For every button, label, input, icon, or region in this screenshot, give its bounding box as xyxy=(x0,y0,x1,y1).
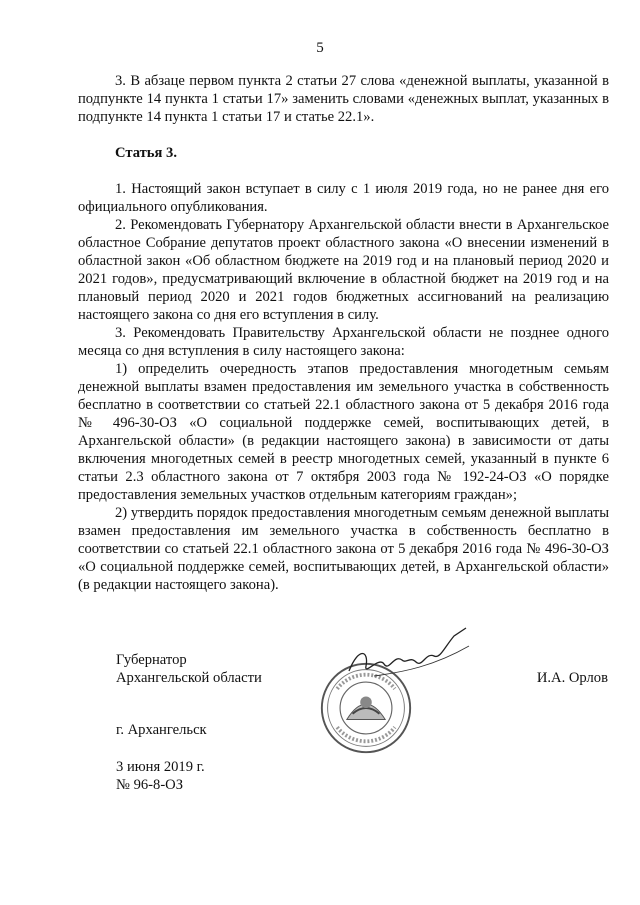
signatory-title-line2: Архангельской области xyxy=(116,670,262,686)
paragraph-amendment-3: 3. В абзаце первом пункта 2 статьи 27 слова «денежной выплаты, указанной в подпункте 14 пункта 1 статьи 17» заменить словами «денежных выплат, указанных в подпункте 14 пункта 1 статьи 17 и статье 22.1». xyxy=(78,73,609,125)
date-block xyxy=(116,758,205,794)
city-line: г. Архангельск xyxy=(116,722,207,738)
paragraph-article3-item3-sub1: 1) определить очередность этапов предоставления многодетным семьям денежной выплаты взамен предоставления им земельного участка в собственность бесплатно в соответствии со статьей 22.1 областного закона от 5 декабря 2016 года № 496-30-ОЗ «О социальной поддержке семей, воспитывающих детей, в Архангельской области» (в редакции настоящего закона) в зависимости от даты включения многодетных семей в реестр многодетных семей, указанный в пункте 6 статьи 2.3 областного закона от 7 октября 2003 года № 192-24-ОЗ «О порядке предоставления земельных участков отдельным категориям граждан»; xyxy=(78,361,609,503)
document-body xyxy=(78,72,609,594)
handwritten-signature-icon xyxy=(344,626,474,686)
page-number: 5 xyxy=(316,40,324,56)
article-heading: Статья 3. xyxy=(115,145,177,161)
signatory-title-line1: Губернатор xyxy=(116,652,187,668)
paragraph-article3-item3-sub2: 2) утвердить порядок предоставления многодетным семьям денежной выплаты взамен предоставления им земельного участка в собственность бесплатно в соответствии со статьей 22.1 областного закона от 5 декабря 2016 года № 496-30-ОЗ «О социальной поддержке семей, воспитывающих детей, в Архангельской области» (в редакции настоящего закона). xyxy=(78,505,609,593)
paragraph-article3-item3: 3. Рекомендовать Правительству Архангельской области не позднее одного месяца со дня вступления в силу настоящего закона: xyxy=(78,325,609,359)
paragraph-article3-item2: 2. Рекомендовать Губернатору Архангельской области внести в Архангельское областное Собрание депутатов проект областного закона «О внесении изменений в областной закон «Об областном бюджете на 2019 год и на плановый период 2020 и 2021 годов», предусматривающий включение в областной бюджет на 2019 год и на плановый период 2020 и 2021 годов бюджетных ассигнований на реализацию настоящего закона со дня его вступления в силу. xyxy=(78,217,609,323)
signatory-name: И.А. Орлов xyxy=(536,670,608,686)
signatory-title xyxy=(116,651,262,687)
law-date: 3 июня 2019 г. xyxy=(116,759,205,775)
law-number: № 96-8-ОЗ xyxy=(116,777,184,793)
paragraph-article3-item1: 1. Настоящий закон вступает в силу с 1 июля 2019 года, но не ранее дня его официального опубликования. xyxy=(78,181,609,215)
